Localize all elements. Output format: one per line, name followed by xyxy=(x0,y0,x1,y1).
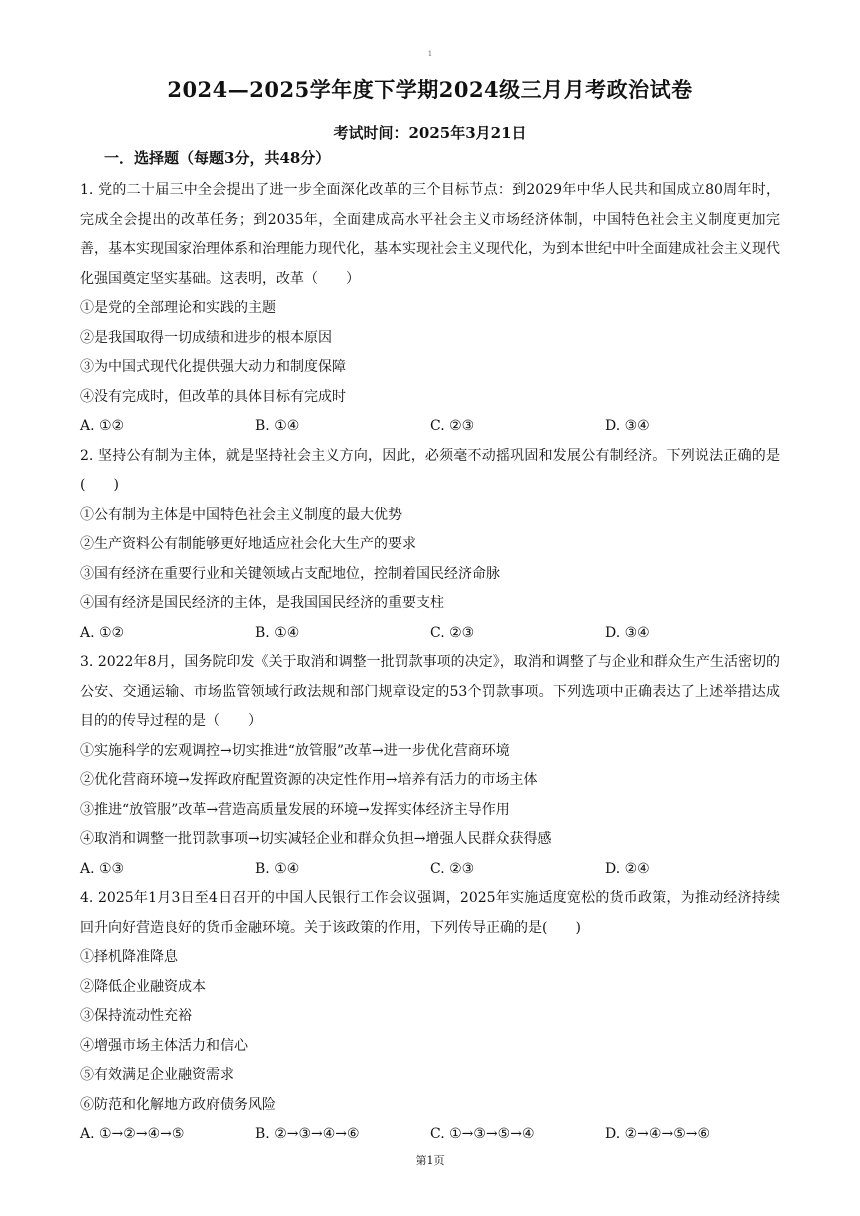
statement-item: ②生产资料公有制能够更好地适应社会化大生产的要求 xyxy=(80,536,416,552)
answer-options xyxy=(80,412,780,442)
statement-item: ⑤有效满足企业融资需求 xyxy=(80,1067,234,1083)
statement-item: ④增强市场主体活力和信心 xyxy=(80,1037,248,1054)
option-d[interactable]: D. ②→④→⑤→⑥ xyxy=(605,1126,711,1142)
statement-item: ④取消和调整一批罚款事项→切实减轻企业和群众负担→增强人民群众获得感 xyxy=(80,831,552,847)
statement-item: ①择机降准降息 xyxy=(80,949,178,965)
question-stem: 4. 2025年1月3日至4日召开的中国人民银行工作会议强调，2025年实施适度宽松的货币政策，为推动经济持续回升向好营造良好的货币金融环境。关于该政策的作用，下列传导正确的是( ) xyxy=(80,890,780,936)
page-number: 第1页 xyxy=(415,1154,445,1167)
statement-item: ④国有经济是国民经济的主体，是我国国民经济的重要支柱 xyxy=(80,595,444,611)
statement-item: ②优化营商环境→发挥政府配置资源的决定性作用→培养有活力的市场主体 xyxy=(80,772,538,788)
statement-item: ②降低企业融资成本 xyxy=(80,978,206,995)
page-title: 2024—2025学年度下学期2024级三月月考政治试卷 xyxy=(167,77,693,102)
option-b[interactable]: B. ①④ xyxy=(255,624,300,641)
option-c[interactable]: C. ②③ xyxy=(430,860,475,877)
option-c[interactable]: C. ①→③→⑤→④ xyxy=(430,1126,535,1142)
question-stem: 1. 党的二十届三中全会提出了进一步全面深化改革的三个目标节点：到2029年中华人民共和国成立80周年时，完成全会提出的改革任务；到2035年，全面建成高水平社会主义市场经济体制，中国特色社会主义制度更加完善，基本实现国家治理体系和治理能力现代化，基本实现社会主义现代化，为到本世纪中叶全面建成社会主义现代化强国奠定坚实基础。这表明，改革（ ） xyxy=(80,182,780,287)
option-c[interactable]: C. ②③ xyxy=(430,624,475,641)
statement-item: ③保持流动性充裕 xyxy=(80,1008,192,1024)
exam-time: 考试时间：2025年3月21日 xyxy=(333,124,527,142)
answer-options xyxy=(80,855,780,885)
answer-options xyxy=(80,1120,780,1150)
answer-options xyxy=(80,619,780,649)
question-4 xyxy=(80,884,780,1150)
statement-item: ①是党的全部理论和实践的主题 xyxy=(80,300,276,316)
option-d[interactable]: D. ②④ xyxy=(605,860,650,877)
section-heading: 一．选择题（每题3分，共48分） xyxy=(104,149,331,167)
statement-item: ③国有经济在重要行业和关键领域占支配地位，控制着国民经济命脉 xyxy=(80,565,500,582)
statement-item: ⑥防范和化解地方政府债务风险 xyxy=(80,1096,276,1113)
option-a[interactable]: A. ①③ xyxy=(80,860,125,877)
statement-item: ①公有制为主体是中国特色社会主义制度的最大优势 xyxy=(80,506,402,523)
option-d[interactable]: D. ③④ xyxy=(605,418,650,434)
statement-item: ③推进“放管服”改革→营造高质量发展的环境→发挥实体经济主导作用 xyxy=(80,801,510,818)
question-list xyxy=(80,176,780,1150)
statement-item: ④没有完成时，但改革的具体目标有完成时 xyxy=(80,388,346,405)
option-b[interactable]: B. ①④ xyxy=(255,860,300,877)
option-a[interactable]: A. ①② xyxy=(80,418,125,434)
option-a[interactable]: A. ①② xyxy=(80,624,125,641)
question-3 xyxy=(80,648,780,884)
question-stem: 3. 2022年8月，国务院印发《关于取消和调整一批罚款事项的决定》，取消和调整了与企业和群众生产生活密切的公安、交通运输、市场监管领域行政法规和部门规章设定的53个罚款事项。下列选项中正确表达了上述举措达成目的的传导过程的是（ ） xyxy=(80,654,780,729)
statement-item: ②是我国取得一切成绩和进步的根本原因 xyxy=(80,329,332,346)
top-page-mark: 1 xyxy=(427,50,433,58)
option-d[interactable]: D. ③④ xyxy=(605,624,650,641)
option-a[interactable]: A. ①→②→④→⑤ xyxy=(80,1126,185,1142)
question-1 xyxy=(80,176,780,442)
option-b[interactable]: B. ①④ xyxy=(255,418,300,434)
statement-item: ③为中国式现代化提供强大动力和制度保障 xyxy=(80,359,346,375)
statement-item: ①实施科学的宏观调控→切实推进“放管服”改革→进一步优化营商环境 xyxy=(80,742,510,759)
question-2 xyxy=(80,442,780,649)
option-b[interactable]: B. ②→③→④→⑥ xyxy=(255,1126,360,1142)
option-c[interactable]: C. ②③ xyxy=(430,418,475,434)
question-stem: 2. 坚持公有制为主体，就是坚持社会主义方向，因此，必须毫不动摇巩固和发展公有制经济。下列说法正确的是( ) xyxy=(80,447,780,493)
